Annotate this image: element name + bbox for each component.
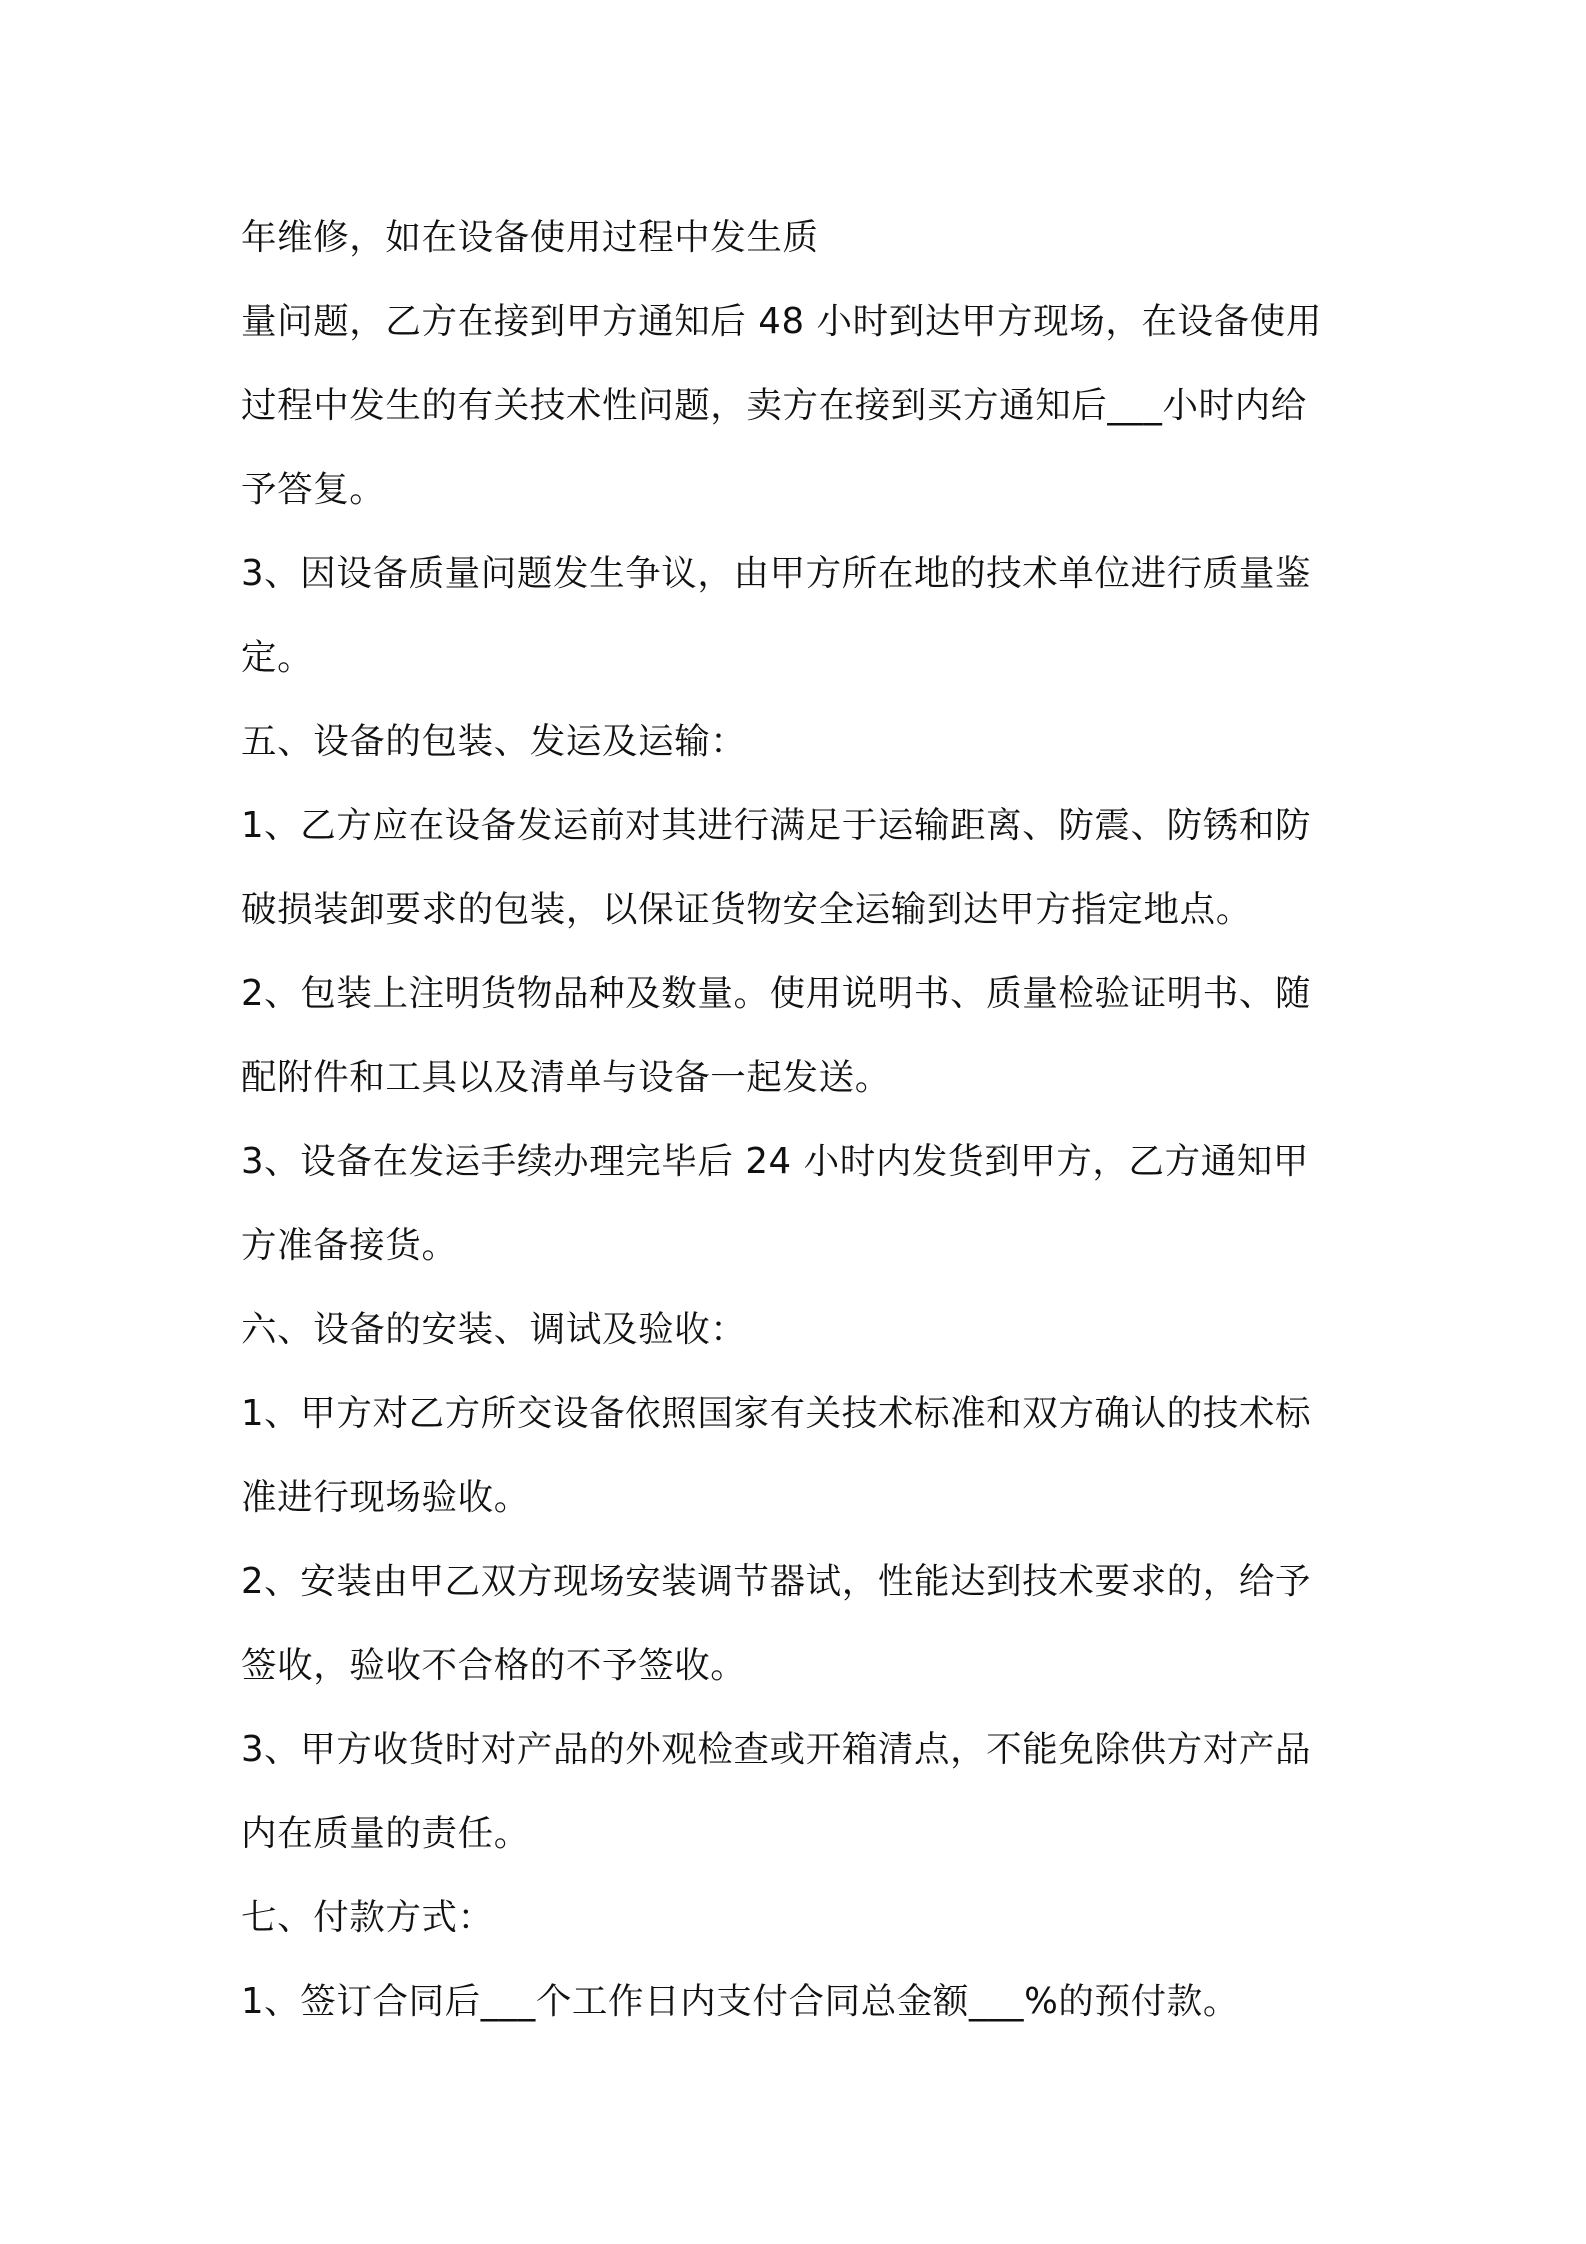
text-line: 1、乙方应在设备发运前对其进行满足于运输距离、防震、防锈和防 (241, 805, 1312, 846)
text-line: 予答复。 (241, 469, 386, 510)
section-heading: 六、设备的安装、调试及验收： (241, 1309, 747, 1350)
text-line: 方准备接货。 (241, 1225, 458, 1266)
text-line: 1、甲方对乙方所交设备依照国家有关技术标准和双方确认的技术标 (241, 1393, 1312, 1434)
text-line: 2、包装上注明货物品种及数量。使用说明书、质量检验证明书、随 (241, 973, 1312, 1014)
text-line: 量问题，乙方在接到甲方通知后 48 小时到达甲方现场，在设备使用 (241, 301, 1322, 342)
text-line: 2、安装由甲乙双方现场安装调节器试，性能达到技术要求的，给予 (241, 1561, 1312, 1602)
text-line: 内在质量的责任。 (241, 1813, 530, 1854)
text-line: 破损装卸要求的包装，以保证货物安全运输到达甲方指定地点。 (241, 889, 1252, 930)
section-heading: 五、设备的包装、发运及运输： (241, 721, 747, 762)
text-line: 3、甲方收货时对产品的外观检查或开箱清点，不能免除供方对产品 (241, 1729, 1312, 1770)
text-line: 年维修，如在设备使用过程中发生质 (241, 217, 819, 258)
text-line: 签收，验收不合格的不予签收。 (241, 1645, 747, 1686)
text-line: 3、设备在发运手续办理完毕后 24 小时内发货到甲方，乙方通知甲 (241, 1141, 1310, 1182)
section-heading: 七、付款方式： (241, 1897, 494, 1938)
text-line: 准进行现场验收。 (241, 1477, 530, 1518)
text-line: 3、因设备质量问题发生争议，由甲方所在地的技术单位进行质量鉴 (241, 553, 1312, 594)
text-line: 1、签订合同后___个工作日内支付合同总金额___%的预付款。 (241, 1981, 1239, 2022)
text-line: 定。 (241, 637, 314, 678)
text-line: 过程中发生的有关技术性问题，卖方在接到买方通知后___小时内给 (241, 385, 1307, 426)
text-line: 配附件和工具以及清单与设备一起发送。 (241, 1057, 891, 1098)
document-body (241, 196, 1361, 2044)
